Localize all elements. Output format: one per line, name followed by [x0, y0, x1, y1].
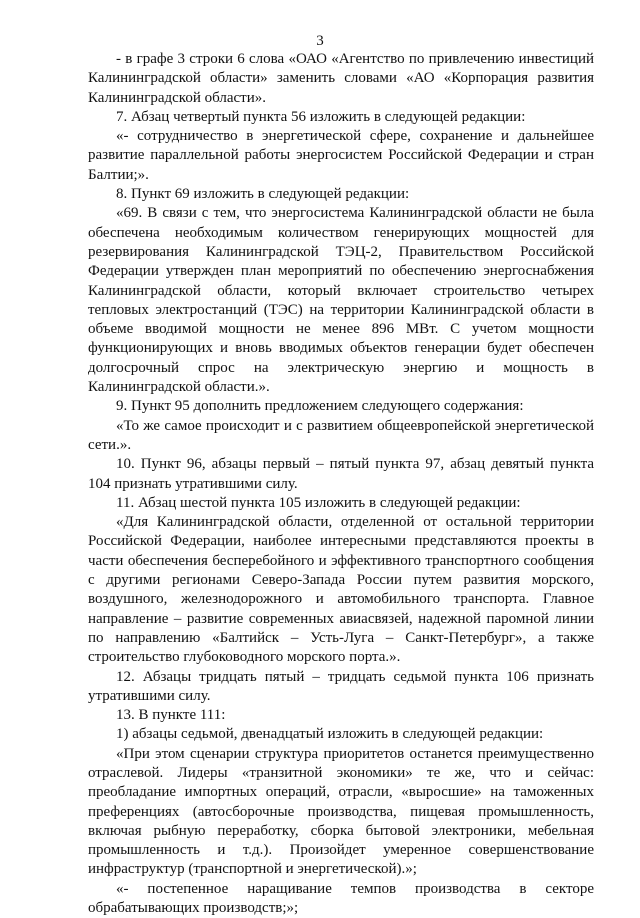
paragraph-item-7: 7. Абзац четвертый пункта 56 изложить в следующей редакции:: [116, 108, 526, 125]
paragraph-item-10: 10. Пункт 96, абзацы первый – пятый пункта 97, абзац девятый пункта 104 признать утратившими силу.: [88, 456, 594, 492]
paragraph-item-11-quote: «Для Калининградской области, отделенной от остальной территории Российской Федерации, наиболее интересными представляются проекты в части обеспечения бесперебойного и эффективного транспортного сообщения с другими регионами Северо-Запада России путем развития морского, воздушного, железнодорожного и автомобильного транспорта. Главное направление – развитие современных авиасвязей, надежной паромной линии по направлению «Балтийск – Усть-Луга – Санкт-Петербург», а также строительство глубоководного морского порта.».: [88, 514, 594, 666]
paragraph-item-13-quote-2: «- постепенное наращивание темпов производства в секторе обрабатывающих производств;»;: [88, 880, 594, 917]
paragraph-amendment-grafa-3: - в графе 3 строки 6 слова «ОАО «Агентство по привлечению инвестиций Калининградской области» заменить словами «АО «Корпорация развития Калининградской области».: [88, 51, 594, 106]
paragraph-item-13-sub-1: 1) абзацы седьмой, двенадцатый изложить в следующей редакции:: [116, 726, 544, 743]
paragraph-item-12: 12. Абзацы тридцать пятый – тридцать седьмой пункта 106 признать утратившими силу.: [88, 668, 594, 704]
paragraph-item-13-quote-1: «При этом сценарии структура приоритетов останется преимущественно отраслевой. Лидеры «транзитной экономики» те же, что и сейчас: преобладание импортных операций, отрасли, «выросшие» на таможенных преференциях (автосборочные производства, пищевая промышленность, включая рыбную переработку, сборка бытовой электроники, мебельная промышленность и т.д.). Произойдет умеренное совершенствование инфраструктур (транспортной и энергетической).»;: [88, 745, 594, 878]
paragraph-item-9-quote: «То же самое происходит и с развитием общеевропейской энергетической сети.».: [88, 417, 594, 453]
paragraph-item-9: 9. Пункт 95 дополнить предложением следующего содержания:: [116, 398, 524, 415]
paragraph-item-11: 11. Абзац шестой пункта 105 изложить в следующей редакции:: [116, 494, 521, 511]
paragraph-item-13: 13. В пункте 111:: [116, 707, 226, 724]
document-body: [88, 50, 594, 918]
paragraph-item-8-quote: «69. В связи с тем, что энергосистема Калининградской области не была обеспечена необходимым количеством генерирующих мощностей для резервирования Калининградской ТЭЦ-2, Правительством Российской Федерации утвержден план мероприятий по обеспечению энергоснабжения Калининградской области, который включает строительство четырех тепловых электростанций (ТЭС) на территории Калининградской области в объеме вводимой мощности не менее 896 МВт. С учетом мощности функционирующих и вновь вводимых объектов генерации будет обеспечен долгосрочный спрос на электрическую энергию и мощность в Калининградской области.».: [88, 205, 594, 396]
paragraph-item-7-quote: «- сотрудничество в энергетической сфере, сохранение и дальнейшее развитие параллельной работы энергосистем Российской Федерации и стран Балтии;».: [88, 128, 594, 183]
paragraph-item-8: 8. Пункт 69 изложить в следующей редакции:: [116, 186, 410, 203]
page-number: 3: [316, 33, 324, 49]
